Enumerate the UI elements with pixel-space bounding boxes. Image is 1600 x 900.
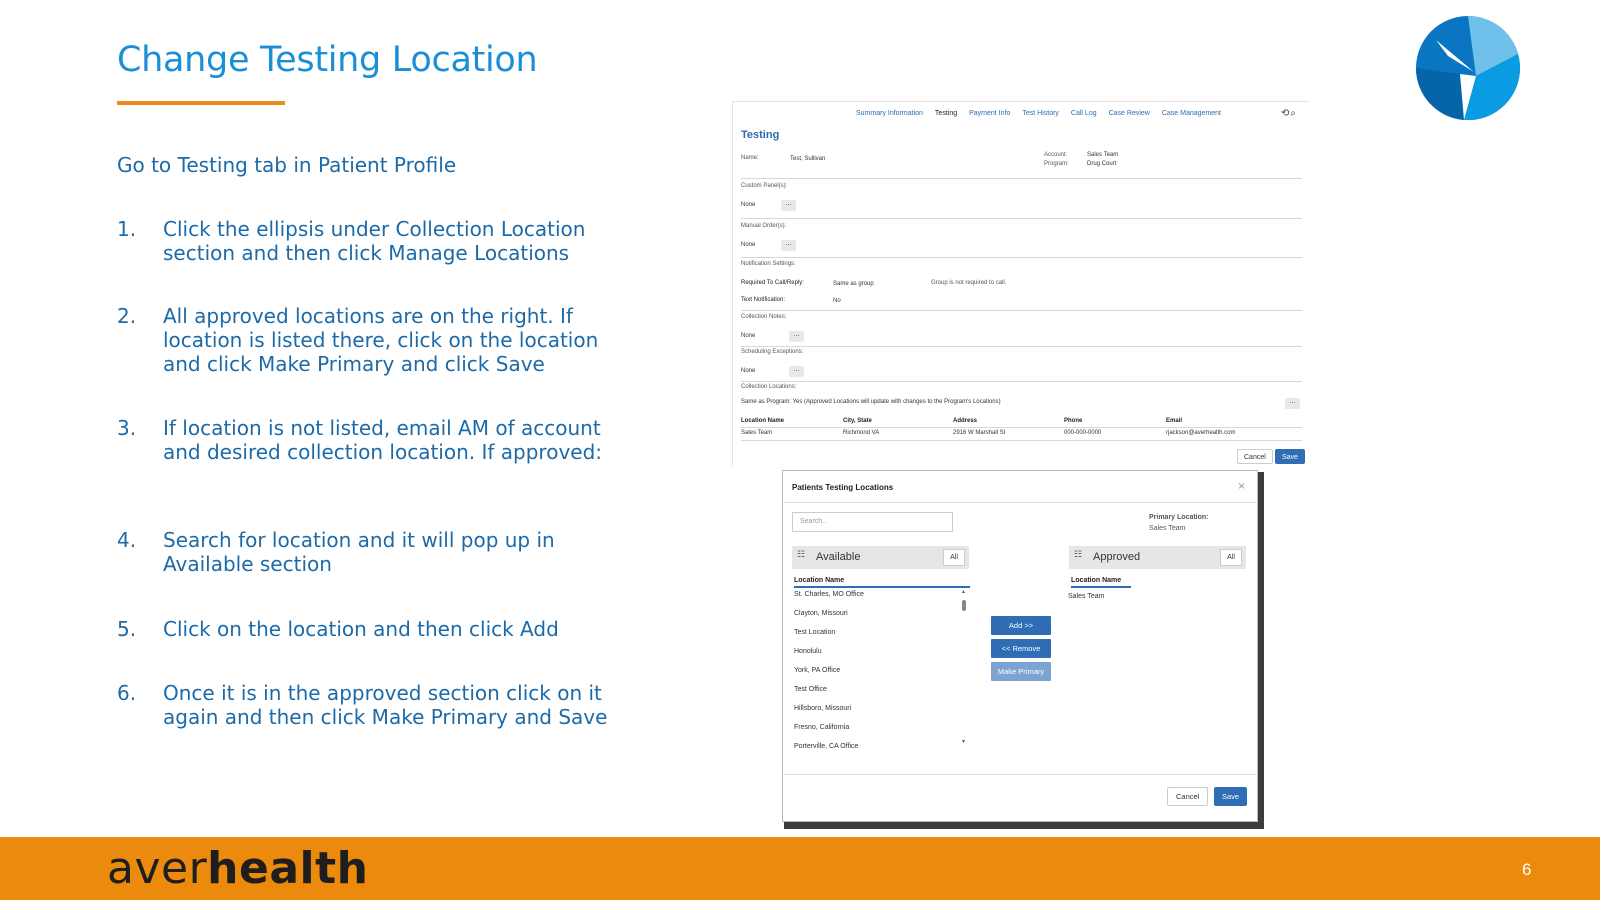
primary-location-label: Primary Location: — [1149, 514, 1209, 521]
name-label: Name: — [741, 155, 759, 161]
collection-locations-ellipsis-button[interactable]: ... — [1285, 398, 1300, 409]
list-item[interactable]: York, PA Office — [794, 667, 841, 674]
table-cell: Sales Team — [741, 430, 773, 436]
step-text: If location is not listed, email AM of account and desired collection location. If approved: — [163, 416, 603, 464]
cancel-button[interactable]: Cancel — [1167, 787, 1208, 806]
divider — [741, 381, 1302, 382]
brand-bold: health — [207, 843, 369, 894]
column-header-address[interactable]: Address — [953, 418, 978, 424]
divider — [741, 310, 1302, 311]
column-header-city-state[interactable]: City, State — [843, 418, 872, 424]
list-icon: ☷ — [1074, 549, 1083, 559]
step-number: 5. — [117, 617, 137, 641]
custom-panels-value: None — [741, 202, 756, 208]
custom-panels-ellipsis-button[interactable]: ... — [781, 200, 796, 211]
text-notification-label: Text Notification: — [741, 297, 786, 303]
program-label: Program: — [1044, 161, 1069, 167]
list-icon: ☷ — [797, 549, 806, 559]
collection-notes-label: Collection Notes: — [741, 314, 787, 320]
list-item[interactable]: Fresno, California — [794, 724, 850, 731]
title-underline — [117, 101, 285, 105]
program-value: Drug Court — [1087, 161, 1117, 167]
tab-payment-info[interactable]: Payment Info — [969, 110, 1011, 117]
step-text: All approved locations are on the right. If location is listed there, click on the location and click Make Primary and click Save — [163, 304, 599, 376]
available-panel-header — [792, 546, 969, 569]
tab-call-log[interactable]: Call Log — [1070, 110, 1097, 117]
list-item[interactable]: Clayton, Missouri — [794, 610, 848, 617]
table-cell: 000-000-0000 — [1064, 430, 1102, 436]
scheduling-exceptions-label: Scheduling Exceptions: — [741, 349, 804, 355]
list-item[interactable]: Hillsboro, Missouri — [794, 705, 852, 712]
tab-case-management[interactable]: Case Management — [1161, 110, 1222, 117]
same-as-program-text: Same as Program: Yes (Approved Locations will update with changes to the Program's Locations) — [741, 399, 1001, 405]
list-item[interactable]: Test Office — [794, 686, 827, 693]
tab-test-history[interactable]: Test History — [1022, 110, 1059, 117]
step-text: Click on the location and then click Add — [163, 617, 559, 641]
manual-orders-value: None — [741, 242, 756, 248]
account-label: Account: — [1044, 152, 1068, 158]
divider — [741, 218, 1302, 219]
list-item[interactable]: Test Location — [794, 629, 836, 636]
save-button[interactable]: Save — [1214, 787, 1247, 806]
text-notification-value: No — [833, 298, 841, 304]
column-header-email[interactable]: Email — [1166, 418, 1183, 424]
table-cell: Richmond VA — [843, 430, 880, 436]
notification-settings-label: Notification Settings: — [741, 261, 796, 267]
tab-testing[interactable]: Testing — [934, 110, 958, 117]
approved-column-header[interactable]: Location Name — [1071, 577, 1131, 588]
select-all-approved-button[interactable]: All — [1220, 549, 1242, 566]
step-number: 1. — [117, 217, 137, 241]
averhealth-logo-icon — [1414, 16, 1522, 120]
page-number: 6 — [1522, 860, 1532, 879]
patient-profile-tabs — [856, 110, 1221, 117]
scroll-down-icon[interactable]: ▼ — [961, 739, 966, 745]
table-cell: 2916 W Marshall St — [953, 430, 1006, 436]
list-item[interactable]: Honolulu — [794, 648, 822, 655]
tab-case-review[interactable]: Case Review — [1108, 110, 1150, 117]
divider — [741, 346, 1302, 347]
scroll-thumb[interactable] — [962, 600, 966, 611]
scroll-up-icon[interactable]: ▲ — [961, 589, 966, 595]
collection-notes-value: None — [741, 333, 756, 339]
required-call-label: Required To Call/Reply: — [741, 280, 804, 286]
list-item[interactable]: Sales Team — [1068, 593, 1105, 600]
divider — [783, 774, 1257, 775]
scheduling-exceptions-value: None — [741, 368, 756, 374]
column-header-location-name[interactable]: Location Name — [741, 418, 785, 424]
search-icon[interactable]: ⌕ — [1290, 108, 1297, 119]
brand-light: aver — [107, 843, 208, 894]
close-icon[interactable]: × — [1237, 479, 1245, 493]
column-header-phone[interactable]: Phone — [1064, 418, 1083, 424]
collection-notes-ellipsis-button[interactable]: ... — [789, 331, 804, 342]
toolbar-icons — [1281, 108, 1297, 119]
search-input[interactable]: Search.. — [792, 512, 953, 532]
step-number: 6. — [117, 681, 137, 705]
table-cell: rjackson@averhealth.com — [1166, 430, 1236, 436]
cancel-button[interactable]: Cancel — [1237, 449, 1273, 464]
divider — [741, 440, 1302, 441]
approved-label: Approved — [1093, 551, 1141, 563]
available-label: Available — [816, 551, 861, 563]
history-icon[interactable]: ⟲ — [1281, 108, 1291, 119]
name-value: Test, Sullivan — [790, 156, 826, 162]
intro-text: Go to Testing tab in Patient Profile — [117, 153, 457, 177]
divider — [741, 178, 1302, 179]
modal-title: Patients Testing Locations — [792, 483, 894, 492]
manual-orders-label: Manual Order(s): — [741, 223, 787, 229]
available-scrollbar[interactable] — [961, 589, 968, 749]
divider — [783, 502, 1257, 503]
step-number: 2. — [117, 304, 137, 328]
step-text: Search for location and it will pop up in Available section — [163, 528, 555, 576]
primary-location-value: Sales Team — [1149, 525, 1186, 532]
divider — [741, 427, 1302, 428]
approved-panel-header — [1069, 546, 1246, 569]
make-primary-button[interactable]: Make Primary — [991, 662, 1051, 681]
account-value: Sales Team — [1087, 152, 1119, 158]
testing-tab-screenshot — [732, 101, 1309, 467]
collection-locations-label: Collection Locations: — [741, 384, 797, 390]
save-button[interactable]: Save — [1275, 449, 1305, 464]
testing-locations-modal — [782, 470, 1258, 822]
averhealth-wordmark — [107, 843, 368, 894]
group-note: Group is not required to call. — [931, 280, 1007, 286]
scheduling-exceptions-ellipsis-button[interactable]: ... — [789, 366, 804, 377]
list-item[interactable]: St. Charles, MO Office — [794, 591, 864, 598]
testing-title: Testing — [741, 129, 780, 141]
step-number: 4. — [117, 528, 137, 552]
list-item[interactable]: Porterville, CA Office — [794, 743, 859, 750]
custom-panels-label: Custom Panel(s): — [741, 183, 788, 189]
manual-orders-ellipsis-button[interactable]: ... — [781, 240, 796, 251]
tab-summary-information[interactable]: Summary Information — [856, 110, 923, 117]
select-all-available-button[interactable]: All — [943, 549, 965, 566]
add-button[interactable]: Add >> — [991, 616, 1051, 635]
step-number: 3. — [117, 416, 137, 440]
slide-title: Change Testing Location — [117, 40, 538, 80]
remove-button[interactable]: << Remove — [991, 639, 1051, 658]
available-column-header[interactable]: Location Name — [794, 577, 970, 588]
required-call-value: Same as group — [833, 281, 874, 287]
step-text: Once it is in the approved section click on it again and then click Make Primary and Save — [163, 681, 608, 729]
step-text: Click the ellipsis under Collection Location section and then click Manage Locations — [163, 217, 586, 265]
divider — [741, 257, 1302, 258]
